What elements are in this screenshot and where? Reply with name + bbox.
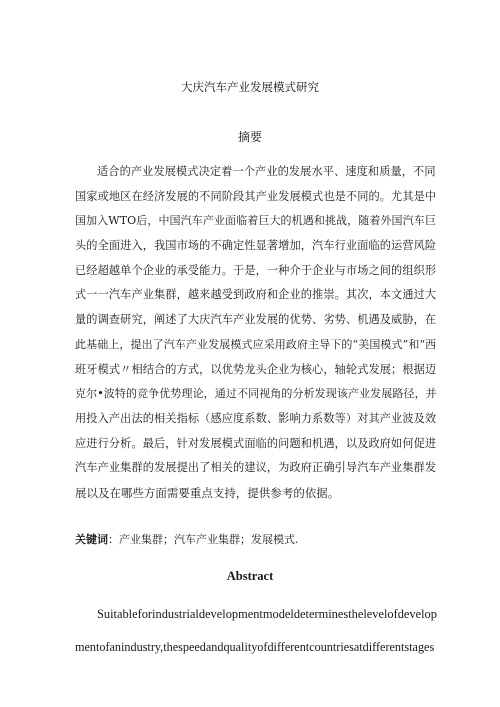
abstract-line: 汽车产业集群的发展提出了相关的建议，为政府正确引导汽车产业集群发 [75,461,437,475]
abstract-line: 用投入产出法的相关指标（感应度系数、影响力系数等）对其产业波及效 [75,411,437,425]
keywords-line [75,531,299,547]
english-abstract-heading: Abstract [226,569,274,583]
abstract-line: 应进行分析。最后，针对发展模式面临的问题和机遇，以及政府如何促进 [75,436,437,450]
paper-title: 大庆汽车产业发展模式研究 [181,80,319,94]
keywords-text: ：产业集群；汽车产业集群；发展模式. [108,533,299,546]
abstract-line: 量的调查研究，阐述了大庆汽车产业发展的优势、劣势、机遇及威胁，在 [75,313,437,327]
abstract-heading: 摘要 [237,130,262,144]
abstract-line: 式一一汽车产业集群，越来越受到政府和企业的推崇。其次，本文通过大 [75,288,437,302]
english-abstract-body [75,598,435,664]
english-abstract-line: Suitableforindustrialdevelopmentmodeldeterminesthelevelofdevelop [97,607,437,621]
abstract-body [75,160,435,506]
abstract-line: 班牙模式〃相结合的方式，以优势龙头企业为核心，轴轮式发展；根据迈 [75,362,437,376]
abstract-line: 适合的产业发展模式决定着一个产业的发展水平、速度和质量，不同 [97,165,436,178]
abstract-line: 克尔•波特的竞争优势理论，通过不同视角的分析发现该产业发展路径，并 [75,387,437,401]
abstract-line: 头的全面进入，我国市场的不确定性显著增加，汽车行业面临的运营风险 [75,239,437,253]
english-abstract-line: mentofanindustry,thespeedandqualityofdifferentcountriesatdifferentstages [75,640,435,654]
abstract-line: 已经超越单个企业的承受能力。于是，一种介于企业与市场之间的组织形 [75,263,437,277]
abstract-line: 国加入WTO后，中国汽车产业面临着巨大的机遇和挑战，随着外国汽车巨 [75,214,436,228]
abstract-line: 国家或地区在经济发展的不同阶段其产业发展模式也是不同的。尤其是中 [75,189,437,203]
abstract-line: 此基础上，提出了汽车产业发展模式应采用政府主导下的“美国模式”和“西 [75,337,437,351]
keywords-label: 关键词 [75,533,108,546]
abstract-line: 展以及在哪些方面需要重点支持，提供参考的依据。 [75,485,340,500]
